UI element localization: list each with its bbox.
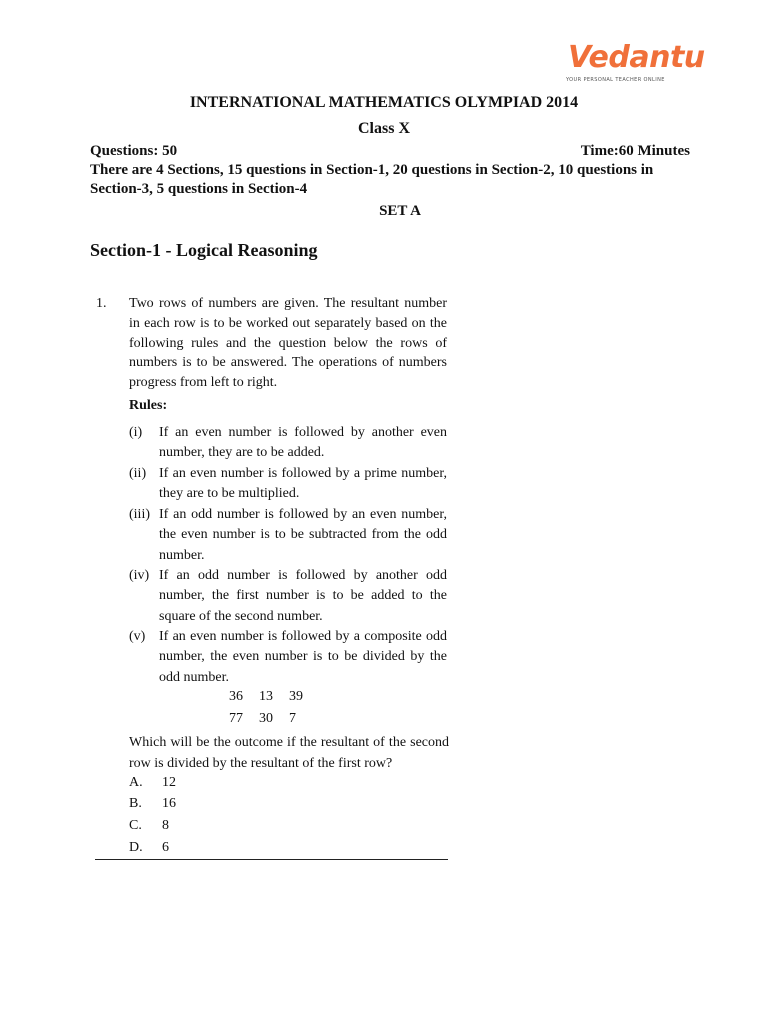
number-cell: 39 bbox=[289, 689, 303, 704]
option-value: 6 bbox=[162, 840, 169, 855]
rule-number: (v) bbox=[129, 629, 146, 644]
answer-option[interactable] bbox=[129, 818, 169, 834]
exam-meta bbox=[90, 142, 692, 160]
rule-text: If an even number is followed by a prime number, they are to be multiplied. bbox=[159, 466, 447, 502]
exam-title: INTERNATIONAL MATHEMATICS OLYMPIAD 2014 bbox=[189, 94, 579, 111]
rules-heading: Rules: bbox=[129, 398, 168, 413]
option-value: 12 bbox=[162, 775, 176, 790]
answer-option[interactable] bbox=[129, 840, 169, 856]
sections-description: There are 4 Sections, 15 questions in Section-1, 20 questions in Section-2, 10 questions in Section-3, 5 questions in Section-4 bbox=[90, 162, 654, 197]
number-cell: 13 bbox=[259, 689, 273, 704]
number-row bbox=[229, 689, 319, 705]
option-letter: C. bbox=[129, 818, 142, 833]
question-number: 1. bbox=[96, 296, 107, 311]
vedantu-logo bbox=[538, 40, 705, 88]
question-prompt: Which will be the outcome if the resultant of the second row is divided by the resultant of the first row? bbox=[129, 735, 449, 771]
number-row bbox=[229, 711, 319, 727]
option-letter: A. bbox=[129, 775, 143, 790]
answer-option[interactable] bbox=[129, 796, 176, 812]
rule-text: If an even number is followed by another even number, they are to be added. bbox=[159, 425, 447, 461]
section-heading: Section-1 - Logical Reasoning bbox=[90, 240, 318, 260]
number-cell: 77 bbox=[229, 711, 243, 726]
logo-wordmark: Vedantu bbox=[568, 40, 705, 75]
rule-text: If an odd number is followed by an even number, the even number is to be subtracted from the odd number. bbox=[159, 507, 447, 563]
class-label: Class X bbox=[357, 120, 410, 137]
question-text: Two rows of numbers are given. The resultant number in each row is to be worked out separately based on the following rules and the question below the rows of numbers is to be answered. The operations of numbers progress from left to right. bbox=[129, 296, 447, 391]
number-cell: 7 bbox=[289, 711, 296, 726]
logo-tagline: YOUR PERSONAL TEACHER ONLINE bbox=[566, 77, 665, 83]
option-letter: B. bbox=[129, 796, 142, 811]
number-cell: 30 bbox=[259, 711, 273, 726]
option-letter: D. bbox=[129, 840, 143, 855]
rule-number: (iii) bbox=[129, 507, 150, 522]
divider-line bbox=[95, 859, 448, 860]
number-cell: 36 bbox=[229, 689, 243, 704]
answer-option[interactable] bbox=[129, 775, 176, 791]
rule-text: If an odd number is followed by another odd number, the first number is to be added to the square of the second number. bbox=[159, 568, 447, 624]
option-value: 16 bbox=[162, 796, 176, 811]
option-value: 8 bbox=[162, 818, 169, 833]
rule-number: (i) bbox=[129, 425, 143, 440]
rule-text: If an even number is followed by a composite odd number, the even number is to be divided by the odd number. bbox=[159, 629, 447, 685]
rule-number: (ii) bbox=[129, 466, 147, 481]
set-label: SET A bbox=[379, 203, 421, 219]
time-limit: Time:60 Minutes bbox=[580, 143, 690, 159]
rule-number: (iv) bbox=[129, 568, 150, 583]
questions-count: Questions: 50 bbox=[90, 143, 178, 159]
